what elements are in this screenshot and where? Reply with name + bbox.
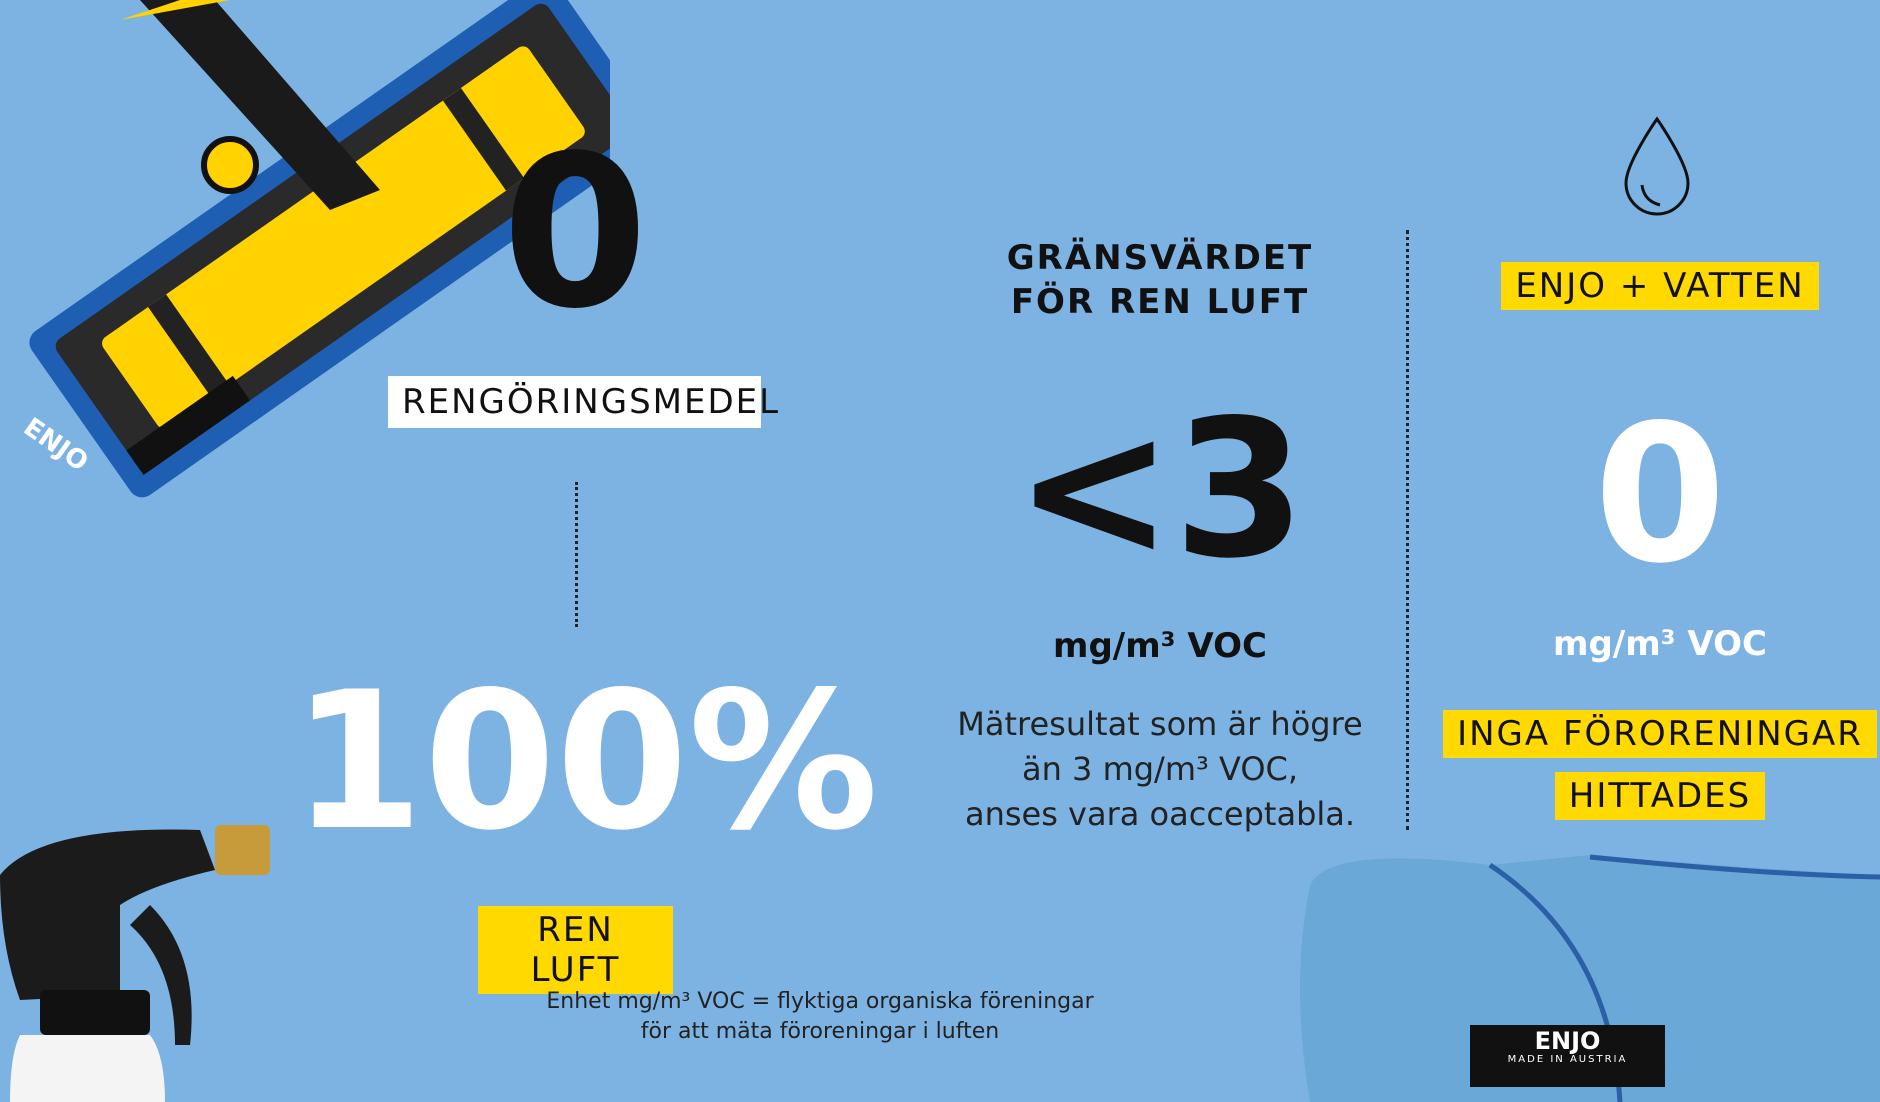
cloth-logo: ENJO (1534, 1027, 1601, 1055)
cloth-logo-sub: MADE IN AUSTRIA (1507, 1054, 1628, 1065)
water-drop-icon (1620, 115, 1694, 220)
mop-logo: ENJO (17, 412, 94, 478)
limit-heading-line-1: GRÄNSVÄRDET (1006, 238, 1314, 278)
spray-bottle-image (0, 815, 280, 1102)
limit-unit: mg/m³ VOC (1053, 626, 1267, 666)
enjo-voc-unit: mg/m³ VOC (1553, 624, 1767, 664)
limit-desc-line-1: Mätresultat som är högre (957, 705, 1363, 743)
result-line-1: INGA FÖRORENINGAR (1443, 710, 1877, 758)
enjo-water-tag: ENJO + VATTEN (1501, 262, 1818, 310)
limit-desc-line-2: än 3 mg/m³ VOC, (1021, 750, 1299, 788)
result-line-2: HITTADES (1555, 772, 1765, 820)
enjo-voc-value: 0 (1593, 384, 1727, 605)
footnote-line-2: för att mäta föroreningar i luften (640, 1019, 1000, 1044)
limit-desc-line-3: anses vara oacceptabla. (964, 795, 1356, 833)
limit-heading-line-2: FÖR REN LUFT (1010, 282, 1310, 322)
zero-cleaner-label: RENGÖRINGSMEDEL (388, 376, 761, 428)
right-divider (1406, 230, 1409, 830)
zero-cleaner-value: 0 (501, 110, 649, 355)
footnote-line-1: Enhet mg/m³ VOC = flyktiga organiska föreningar (546, 989, 1094, 1014)
percent-value: 100% (291, 651, 879, 872)
limit-value: <3 (1014, 379, 1306, 600)
left-divider (575, 482, 578, 627)
percent-label: REN LUFT (478, 906, 673, 994)
